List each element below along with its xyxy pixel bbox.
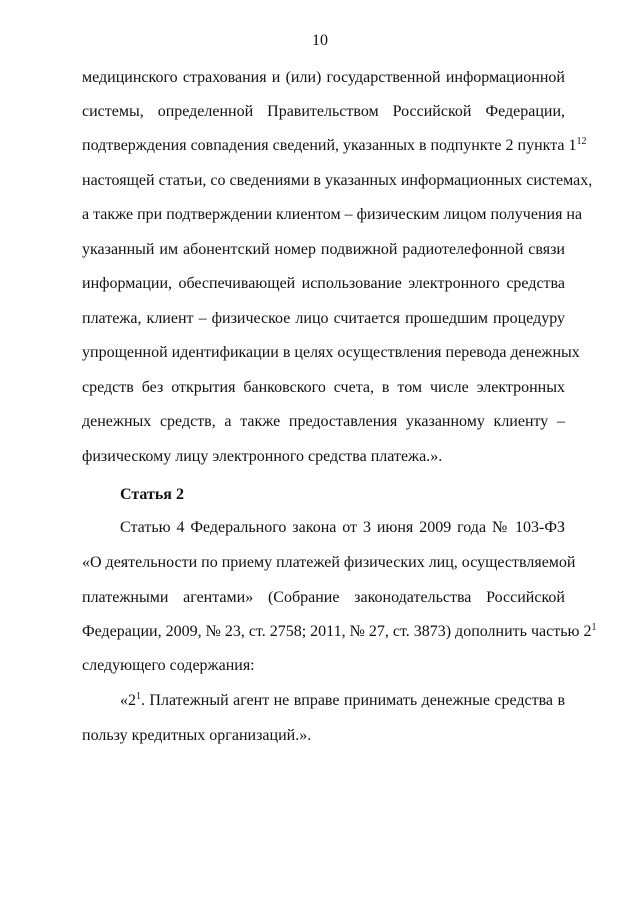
paragraph-line: настоящей статьи, со сведениями в указанных информационных системах, (82, 172, 593, 189)
superscript: 12 (576, 136, 587, 147)
paragraph-line: медицинского страхования и (или) государственной информационной (82, 69, 565, 86)
superscript: 1 (136, 691, 141, 702)
paragraph-line (82, 621, 597, 643)
quote-line: пользу кредитных организаций.». (82, 727, 312, 744)
article-heading: Статья 2 (120, 486, 184, 503)
paragraph-line: денежных средств, а также предоставления указанному клиенту – (82, 413, 565, 430)
paragraph-line: следующего содержания: (82, 657, 255, 674)
paragraph-line: платежными агентами» (Собрание законодательства Российской (82, 589, 565, 606)
paragraph-line: Статью 4 Федерального закона от 3 июня 2009 года № 103-ФЗ (120, 519, 565, 536)
paragraph-line-text: Федерации, 2009, № 23, ст. 2758; 2011, № 27, ст. 3873) дополнить частью 2 (82, 623, 592, 640)
paragraph-line (82, 135, 587, 157)
quote-line (120, 690, 565, 712)
paragraph-line: системы, определенной Правительством Российской Федерации, (82, 103, 565, 120)
superscript: 1 (591, 622, 597, 633)
paragraph-line: средств без открытия банковского счета, в том числе электронных (82, 379, 565, 396)
paragraph-line: а также при подтверждении клиентом – физическим лицом получения на (82, 206, 583, 223)
paragraph-line-text: подтверждения совпадения сведений, указанных в подпункте 2 пункта 1 (82, 137, 577, 154)
quote-text-rest: . Платежный агент не вправе принимать денежные средства в (141, 692, 565, 709)
paragraph-line: «О деятельности по приему платежей физических лиц, осуществляемой (82, 554, 576, 571)
quote-text-start: «2 (120, 692, 136, 709)
paragraph-line: указанный им абонентский номер подвижной радиотелефонной связи (82, 241, 565, 258)
paragraph-line: физическому лицу электронного средства платежа.». (82, 448, 443, 465)
paragraph-line: информации, обеспечивающей использование электронного средства (82, 275, 565, 292)
paragraph-line: платежа, клиент – физическое лицо считается прошедшим процедуру (82, 310, 565, 327)
paragraph-line: упрощенной идентификации в целях осуществления перевода денежных (82, 344, 580, 361)
page-number: 10 (312, 32, 328, 49)
